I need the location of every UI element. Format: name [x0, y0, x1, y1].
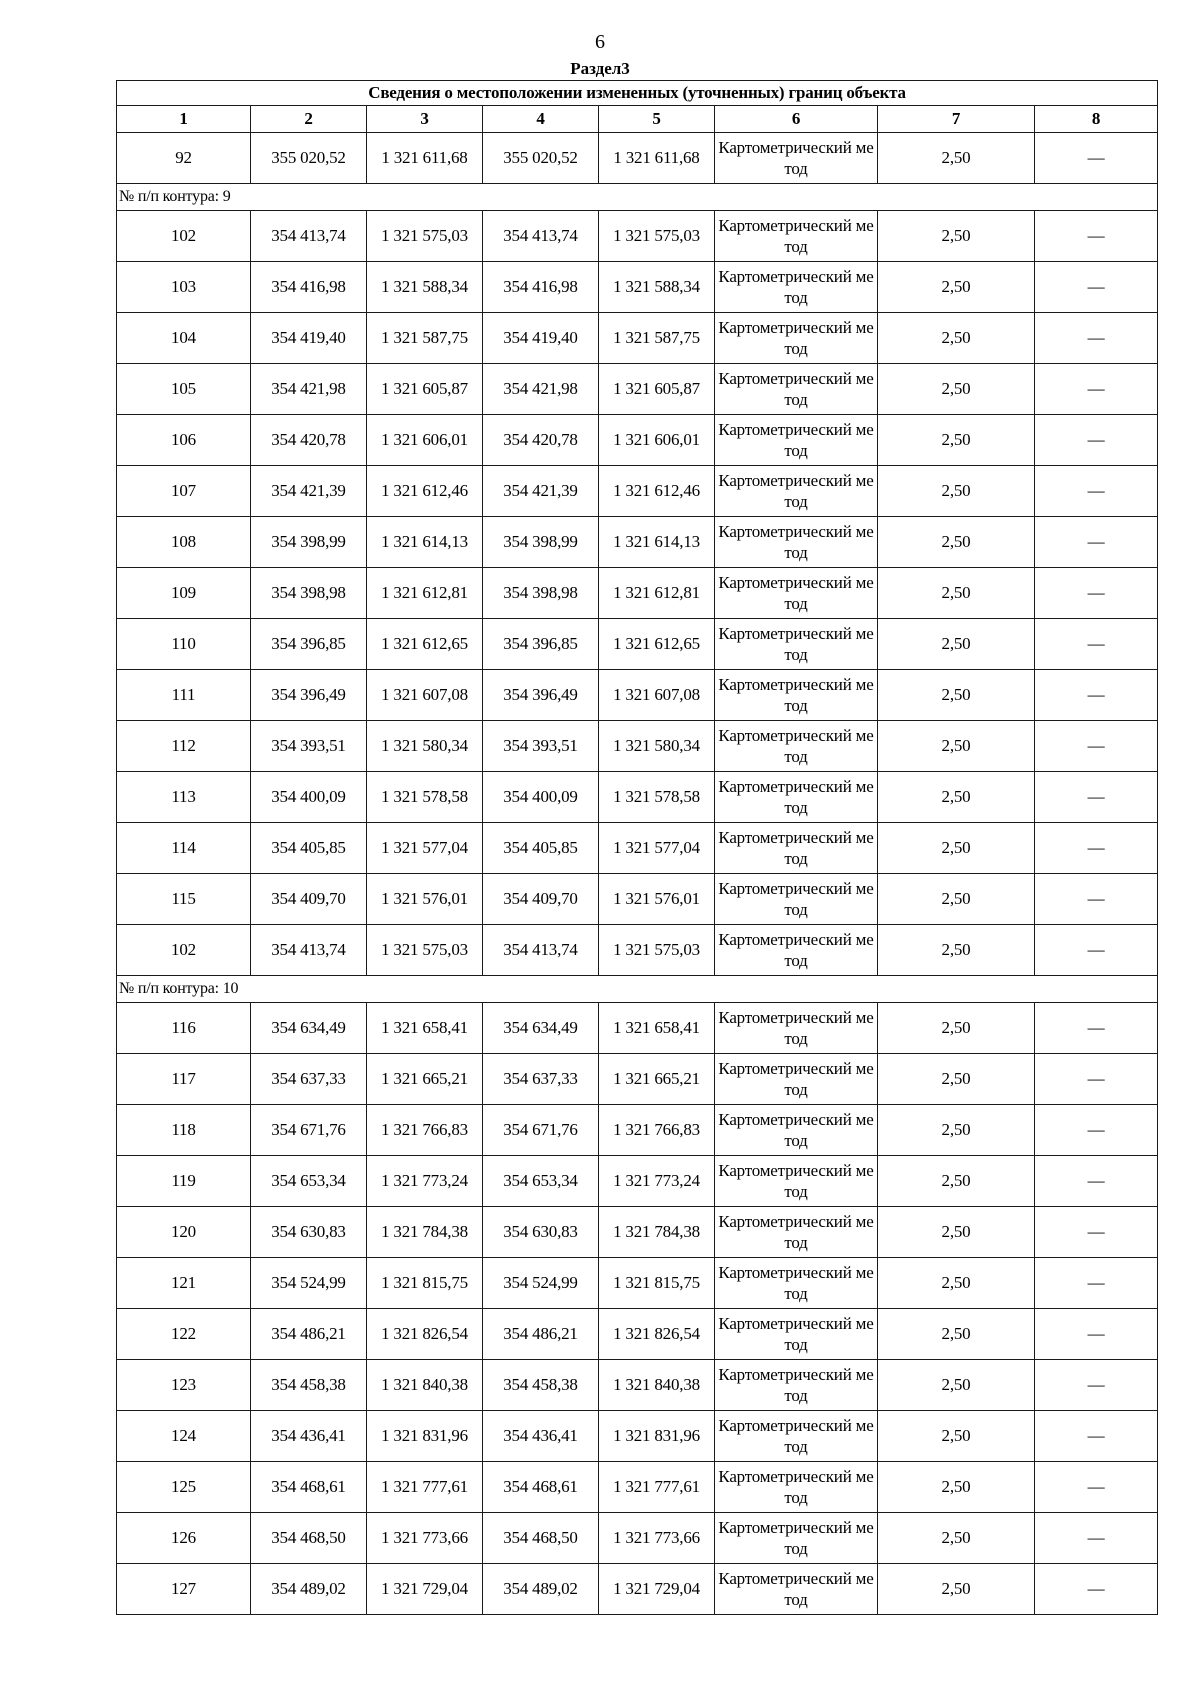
- accuracy-value: 2,50: [878, 1360, 1035, 1411]
- table-body: [117, 81, 1158, 1615]
- y-coordinate: 1 321 729,04: [367, 1564, 483, 1615]
- y-coordinate-new: 1 321 766,83: [599, 1105, 715, 1156]
- dash-cell: —: [1035, 1411, 1158, 1462]
- column-number: 7: [878, 106, 1035, 133]
- dash-cell: —: [1035, 1207, 1158, 1258]
- x-coordinate-new: 354 396,49: [483, 670, 599, 721]
- table-row: [117, 1462, 1158, 1513]
- dash-cell: —: [1035, 925, 1158, 976]
- x-coordinate-new: 354 458,38: [483, 1360, 599, 1411]
- boundary-coordinates-table: [116, 80, 1158, 1615]
- y-coordinate-new: 1 321 607,08: [599, 670, 715, 721]
- y-coordinate-new: 1 321 612,46: [599, 466, 715, 517]
- accuracy-value: 2,50: [878, 415, 1035, 466]
- determination-method: Картометрический метод: [715, 925, 878, 976]
- x-coordinate: 354 436,41: [251, 1411, 367, 1462]
- determination-method: Картометрический метод: [715, 133, 878, 184]
- point-number: 109: [117, 568, 251, 619]
- accuracy-value: 2,50: [878, 823, 1035, 874]
- determination-method: Картометрический метод: [715, 1054, 878, 1105]
- y-coordinate: 1 321 665,21: [367, 1054, 483, 1105]
- contour-row: [117, 976, 1158, 1003]
- x-coordinate: 354 486,21: [251, 1309, 367, 1360]
- x-coordinate-new: 354 419,40: [483, 313, 599, 364]
- column-number: 1: [117, 106, 251, 133]
- determination-method: Картометрический метод: [715, 1309, 878, 1360]
- determination-method: Картометрический метод: [715, 568, 878, 619]
- x-coordinate: 354 421,98: [251, 364, 367, 415]
- dash-cell: —: [1035, 262, 1158, 313]
- x-coordinate-new: 354 393,51: [483, 721, 599, 772]
- y-coordinate-new: 1 321 612,81: [599, 568, 715, 619]
- x-coordinate: 354 409,70: [251, 874, 367, 925]
- dash-cell: —: [1035, 823, 1158, 874]
- y-coordinate: 1 321 612,65: [367, 619, 483, 670]
- column-number: 2: [251, 106, 367, 133]
- y-coordinate: 1 321 840,38: [367, 1360, 483, 1411]
- accuracy-value: 2,50: [878, 211, 1035, 262]
- dash-cell: —: [1035, 874, 1158, 925]
- y-coordinate: 1 321 614,13: [367, 517, 483, 568]
- y-coordinate: 1 321 587,75: [367, 313, 483, 364]
- dash-cell: —: [1035, 364, 1158, 415]
- point-number: 107: [117, 466, 251, 517]
- y-coordinate: 1 321 658,41: [367, 1003, 483, 1054]
- table-caption-row: [117, 81, 1158, 106]
- point-number: 105: [117, 364, 251, 415]
- table-row: [117, 133, 1158, 184]
- table-row: [117, 1564, 1158, 1615]
- accuracy-value: 2,50: [878, 925, 1035, 976]
- y-coordinate-new: 1 321 577,04: [599, 823, 715, 874]
- dash-cell: —: [1035, 1309, 1158, 1360]
- accuracy-value: 2,50: [878, 670, 1035, 721]
- dash-cell: —: [1035, 1054, 1158, 1105]
- x-coordinate-new: 354 468,50: [483, 1513, 599, 1564]
- contour-label: № п/п контура: 10: [117, 976, 1158, 1003]
- y-coordinate: 1 321 578,58: [367, 772, 483, 823]
- point-number: 122: [117, 1309, 251, 1360]
- x-coordinate: 354 468,50: [251, 1513, 367, 1564]
- table-row: [117, 772, 1158, 823]
- x-coordinate: 354 413,74: [251, 925, 367, 976]
- y-coordinate-new: 1 321 612,65: [599, 619, 715, 670]
- determination-method: Картометрический метод: [715, 1258, 878, 1309]
- x-coordinate-new: 354 409,70: [483, 874, 599, 925]
- determination-method: Картометрический метод: [715, 262, 878, 313]
- point-number: 102: [117, 925, 251, 976]
- x-coordinate: 354 400,09: [251, 772, 367, 823]
- point-number: 121: [117, 1258, 251, 1309]
- table-row: [117, 1360, 1158, 1411]
- x-coordinate: 354 396,85: [251, 619, 367, 670]
- table-row: [117, 1513, 1158, 1564]
- table-row: [117, 823, 1158, 874]
- accuracy-value: 2,50: [878, 772, 1035, 823]
- determination-method: Картометрический метод: [715, 1207, 878, 1258]
- point-number: 126: [117, 1513, 251, 1564]
- y-coordinate-new: 1 321 606,01: [599, 415, 715, 466]
- x-coordinate: 354 653,34: [251, 1156, 367, 1207]
- point-number: 118: [117, 1105, 251, 1156]
- dash-cell: —: [1035, 415, 1158, 466]
- determination-method: Картометрический метод: [715, 1105, 878, 1156]
- x-coordinate-new: 354 400,09: [483, 772, 599, 823]
- table-row: [117, 1207, 1158, 1258]
- accuracy-value: 2,50: [878, 721, 1035, 772]
- y-coordinate: 1 321 607,08: [367, 670, 483, 721]
- point-number: 106: [117, 415, 251, 466]
- point-number: 124: [117, 1411, 251, 1462]
- x-coordinate-new: 354 413,74: [483, 925, 599, 976]
- determination-method: Картометрический метод: [715, 1003, 878, 1054]
- x-coordinate: 354 634,49: [251, 1003, 367, 1054]
- point-number: 117: [117, 1054, 251, 1105]
- accuracy-value: 2,50: [878, 1105, 1035, 1156]
- y-coordinate: 1 321 826,54: [367, 1309, 483, 1360]
- x-coordinate-new: 354 405,85: [483, 823, 599, 874]
- y-coordinate-new: 1 321 840,38: [599, 1360, 715, 1411]
- dash-cell: —: [1035, 670, 1158, 721]
- table-row: [117, 1156, 1158, 1207]
- x-coordinate-new: 354 413,74: [483, 211, 599, 262]
- determination-method: Картометрический метод: [715, 1513, 878, 1564]
- y-coordinate-new: 1 321 777,61: [599, 1462, 715, 1513]
- accuracy-value: 2,50: [878, 1513, 1035, 1564]
- table-row: [117, 568, 1158, 619]
- accuracy-value: 2,50: [878, 1564, 1035, 1615]
- column-number: 3: [367, 106, 483, 133]
- table-row: [117, 466, 1158, 517]
- page-number: 6: [595, 31, 605, 53]
- y-coordinate: 1 321 576,01: [367, 874, 483, 925]
- x-coordinate: 354 398,98: [251, 568, 367, 619]
- x-coordinate-new: 354 637,33: [483, 1054, 599, 1105]
- accuracy-value: 2,50: [878, 874, 1035, 925]
- determination-method: Картометрический метод: [715, 772, 878, 823]
- y-coordinate: 1 321 784,38: [367, 1207, 483, 1258]
- table-row: [117, 517, 1158, 568]
- determination-method: Картометрический метод: [715, 211, 878, 262]
- accuracy-value: 2,50: [878, 133, 1035, 184]
- y-coordinate: 1 321 577,04: [367, 823, 483, 874]
- x-coordinate: 354 398,99: [251, 517, 367, 568]
- dash-cell: —: [1035, 1513, 1158, 1564]
- table-row: [117, 415, 1158, 466]
- point-number: 102: [117, 211, 251, 262]
- table-row: [117, 313, 1158, 364]
- table-caption: Сведения о местоположении измененных (уточненных) границ объекта: [117, 81, 1158, 106]
- dash-cell: —: [1035, 1462, 1158, 1513]
- y-coordinate: 1 321 612,46: [367, 466, 483, 517]
- x-coordinate-new: 354 468,61: [483, 1462, 599, 1513]
- x-coordinate-new: 354 398,99: [483, 517, 599, 568]
- x-coordinate-new: 354 421,98: [483, 364, 599, 415]
- x-coordinate-new: 354 421,39: [483, 466, 599, 517]
- dash-cell: —: [1035, 1003, 1158, 1054]
- accuracy-value: 2,50: [878, 1054, 1035, 1105]
- table-row: [117, 925, 1158, 976]
- x-coordinate: 354 396,49: [251, 670, 367, 721]
- determination-method: Картометрический метод: [715, 721, 878, 772]
- table-row: [117, 1309, 1158, 1360]
- point-number: 127: [117, 1564, 251, 1615]
- dash-cell: —: [1035, 1156, 1158, 1207]
- point-number: 92: [117, 133, 251, 184]
- x-coordinate-new: 354 524,99: [483, 1258, 599, 1309]
- table-row: [117, 262, 1158, 313]
- column-number: 6: [715, 106, 878, 133]
- point-number: 112: [117, 721, 251, 772]
- x-coordinate: 354 405,85: [251, 823, 367, 874]
- y-coordinate: 1 321 575,03: [367, 211, 483, 262]
- y-coordinate-new: 1 321 658,41: [599, 1003, 715, 1054]
- table-row: [117, 211, 1158, 262]
- point-number: 111: [117, 670, 251, 721]
- y-coordinate: 1 321 773,24: [367, 1156, 483, 1207]
- point-number: 114: [117, 823, 251, 874]
- y-coordinate-new: 1 321 580,34: [599, 721, 715, 772]
- point-number: 103: [117, 262, 251, 313]
- y-coordinate-new: 1 321 588,34: [599, 262, 715, 313]
- x-coordinate-new: 354 420,78: [483, 415, 599, 466]
- y-coordinate: 1 321 580,34: [367, 721, 483, 772]
- determination-method: Картометрический метод: [715, 1360, 878, 1411]
- y-coordinate: 1 321 777,61: [367, 1462, 483, 1513]
- x-coordinate: 354 489,02: [251, 1564, 367, 1615]
- x-coordinate-new: 355 020,52: [483, 133, 599, 184]
- dash-cell: —: [1035, 466, 1158, 517]
- dash-cell: —: [1035, 568, 1158, 619]
- dash-cell: —: [1035, 721, 1158, 772]
- table-row: [117, 721, 1158, 772]
- determination-method: Картометрический метод: [715, 619, 878, 670]
- determination-method: Картометрический метод: [715, 364, 878, 415]
- section-title: Раздел3: [570, 59, 630, 78]
- y-coordinate-new: 1 321 575,03: [599, 211, 715, 262]
- x-coordinate: 354 524,99: [251, 1258, 367, 1309]
- x-coordinate-new: 354 630,83: [483, 1207, 599, 1258]
- accuracy-value: 2,50: [878, 313, 1035, 364]
- y-coordinate: 1 321 773,66: [367, 1513, 483, 1564]
- accuracy-value: 2,50: [878, 568, 1035, 619]
- table-row: [117, 874, 1158, 925]
- point-number: 115: [117, 874, 251, 925]
- x-coordinate-new: 354 653,34: [483, 1156, 599, 1207]
- determination-method: Картометрический метод: [715, 1462, 878, 1513]
- y-coordinate: 1 321 588,34: [367, 262, 483, 313]
- y-coordinate-new: 1 321 587,75: [599, 313, 715, 364]
- accuracy-value: 2,50: [878, 1003, 1035, 1054]
- accuracy-value: 2,50: [878, 1156, 1035, 1207]
- determination-method: Картометрический метод: [715, 670, 878, 721]
- dash-cell: —: [1035, 1105, 1158, 1156]
- accuracy-value: 2,50: [878, 1258, 1035, 1309]
- x-coordinate-new: 354 486,21: [483, 1309, 599, 1360]
- y-coordinate-new: 1 321 729,04: [599, 1564, 715, 1615]
- y-coordinate-new: 1 321 773,66: [599, 1513, 715, 1564]
- accuracy-value: 2,50: [878, 1309, 1035, 1360]
- determination-method: Картометрический метод: [715, 415, 878, 466]
- determination-method: Картометрический метод: [715, 1156, 878, 1207]
- y-coordinate-new: 1 321 831,96: [599, 1411, 715, 1462]
- x-coordinate: 354 413,74: [251, 211, 367, 262]
- x-coordinate: 354 416,98: [251, 262, 367, 313]
- y-coordinate: 1 321 831,96: [367, 1411, 483, 1462]
- x-coordinate: 355 020,52: [251, 133, 367, 184]
- table-row: [117, 1003, 1158, 1054]
- x-coordinate-new: 354 489,02: [483, 1564, 599, 1615]
- accuracy-value: 2,50: [878, 1411, 1035, 1462]
- x-coordinate: 354 393,51: [251, 721, 367, 772]
- y-coordinate-new: 1 321 575,03: [599, 925, 715, 976]
- determination-method: Картометрический метод: [715, 466, 878, 517]
- y-coordinate-new: 1 321 665,21: [599, 1054, 715, 1105]
- accuracy-value: 2,50: [878, 517, 1035, 568]
- accuracy-value: 2,50: [878, 364, 1035, 415]
- y-coordinate: 1 321 766,83: [367, 1105, 483, 1156]
- x-coordinate-new: 354 436,41: [483, 1411, 599, 1462]
- dash-cell: —: [1035, 619, 1158, 670]
- accuracy-value: 2,50: [878, 619, 1035, 670]
- y-coordinate-new: 1 321 605,87: [599, 364, 715, 415]
- table-row: [117, 1105, 1158, 1156]
- dash-cell: —: [1035, 1360, 1158, 1411]
- dash-cell: —: [1035, 313, 1158, 364]
- dash-cell: —: [1035, 133, 1158, 184]
- determination-method: Картометрический метод: [715, 313, 878, 364]
- accuracy-value: 2,50: [878, 262, 1035, 313]
- point-number: 125: [117, 1462, 251, 1513]
- table-row: [117, 364, 1158, 415]
- table-row: [117, 1411, 1158, 1462]
- x-coordinate: 354 419,40: [251, 313, 367, 364]
- y-coordinate-new: 1 321 614,13: [599, 517, 715, 568]
- y-coordinate-new: 1 321 784,38: [599, 1207, 715, 1258]
- x-coordinate: 354 630,83: [251, 1207, 367, 1258]
- y-coordinate-new: 1 321 815,75: [599, 1258, 715, 1309]
- accuracy-value: 2,50: [878, 1462, 1035, 1513]
- table-row: [117, 670, 1158, 721]
- accuracy-value: 2,50: [878, 1207, 1035, 1258]
- x-coordinate: 354 421,39: [251, 466, 367, 517]
- y-coordinate-new: 1 321 826,54: [599, 1309, 715, 1360]
- point-number: 113: [117, 772, 251, 823]
- y-coordinate: 1 321 606,01: [367, 415, 483, 466]
- determination-method: Картометрический метод: [715, 1411, 878, 1462]
- accuracy-value: 2,50: [878, 466, 1035, 517]
- dash-cell: —: [1035, 772, 1158, 823]
- dash-cell: —: [1035, 1258, 1158, 1309]
- column-number: 4: [483, 106, 599, 133]
- table-row: [117, 619, 1158, 670]
- point-number: 123: [117, 1360, 251, 1411]
- table-row: [117, 1258, 1158, 1309]
- x-coordinate-new: 354 396,85: [483, 619, 599, 670]
- x-coordinate-new: 354 634,49: [483, 1003, 599, 1054]
- x-coordinate: 354 637,33: [251, 1054, 367, 1105]
- point-number: 108: [117, 517, 251, 568]
- point-number: 120: [117, 1207, 251, 1258]
- x-coordinate: 354 468,61: [251, 1462, 367, 1513]
- y-coordinate-new: 1 321 578,58: [599, 772, 715, 823]
- y-coordinate: 1 321 611,68: [367, 133, 483, 184]
- dash-cell: —: [1035, 1564, 1158, 1615]
- y-coordinate: 1 321 815,75: [367, 1258, 483, 1309]
- point-number: 116: [117, 1003, 251, 1054]
- column-number: 5: [599, 106, 715, 133]
- y-coordinate-new: 1 321 576,01: [599, 874, 715, 925]
- point-number: 119: [117, 1156, 251, 1207]
- point-number: 110: [117, 619, 251, 670]
- x-coordinate: 354 420,78: [251, 415, 367, 466]
- point-number: 104: [117, 313, 251, 364]
- determination-method: Картометрический метод: [715, 517, 878, 568]
- y-coordinate-new: 1 321 773,24: [599, 1156, 715, 1207]
- x-coordinate-new: 354 416,98: [483, 262, 599, 313]
- y-coordinate: 1 321 575,03: [367, 925, 483, 976]
- determination-method: Картометрический метод: [715, 823, 878, 874]
- y-coordinate: 1 321 605,87: [367, 364, 483, 415]
- dash-cell: —: [1035, 517, 1158, 568]
- x-coordinate: 354 458,38: [251, 1360, 367, 1411]
- dash-cell: —: [1035, 211, 1158, 262]
- y-coordinate: 1 321 612,81: [367, 568, 483, 619]
- x-coordinate-new: 354 671,76: [483, 1105, 599, 1156]
- x-coordinate-new: 354 398,98: [483, 568, 599, 619]
- column-number-row: [117, 106, 1158, 133]
- contour-row: [117, 184, 1158, 211]
- column-number: 8: [1035, 106, 1158, 133]
- y-coordinate-new: 1 321 611,68: [599, 133, 715, 184]
- determination-method: Картометрический метод: [715, 1564, 878, 1615]
- table-row: [117, 1054, 1158, 1105]
- x-coordinate: 354 671,76: [251, 1105, 367, 1156]
- contour-label: № п/п контура: 9: [117, 184, 1158, 211]
- determination-method: Картометрический метод: [715, 874, 878, 925]
